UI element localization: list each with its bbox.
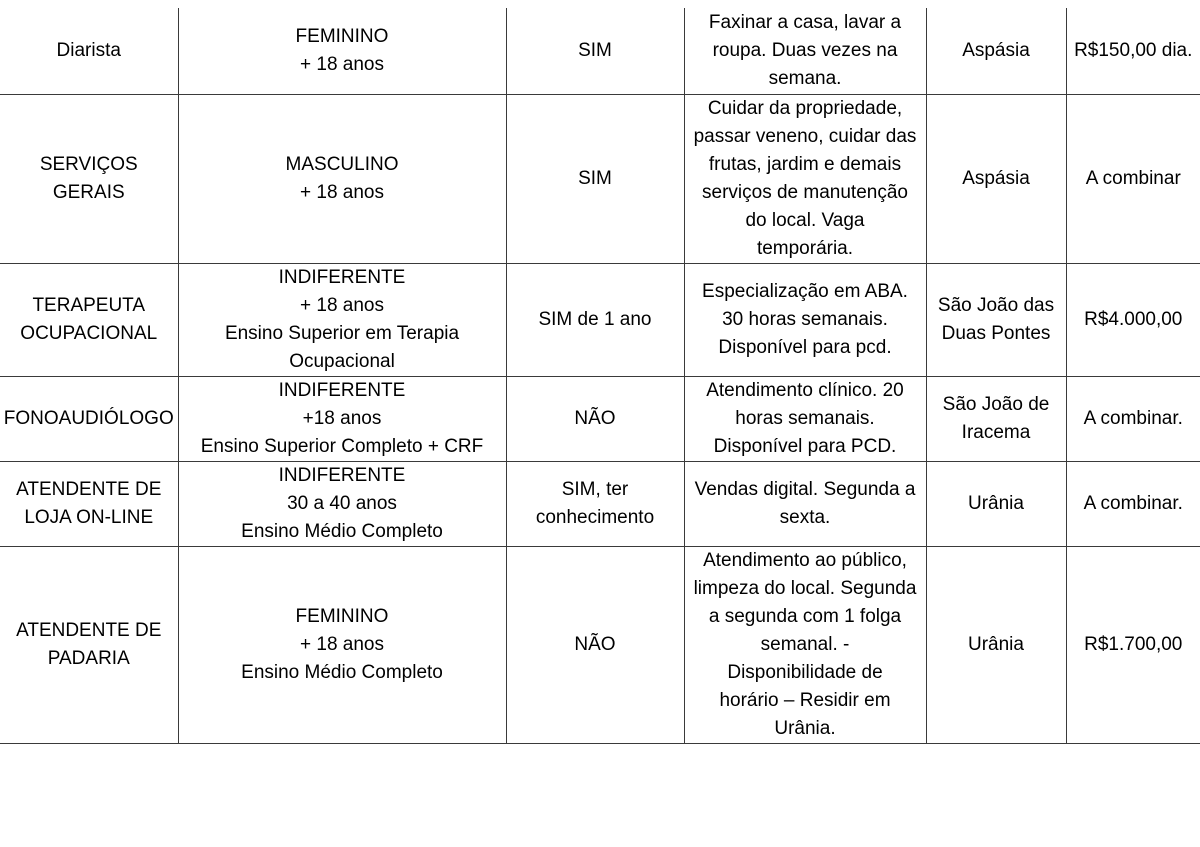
salary-cell: A combinar. xyxy=(1066,376,1200,461)
description-cell: Atendimento ao público, limpeza do local. Segunda a segunda com 1 folga semanal. - Disponibilidade de horário – Residir em Urânia. xyxy=(684,546,926,743)
experience-cell: SIM xyxy=(506,8,684,94)
requirements-cell: FEMININO + 18 anos xyxy=(178,8,506,94)
requirements-cell: MASCULINO + 18 anos xyxy=(178,94,506,263)
salary-cell: R$150,00 dia. xyxy=(1066,8,1200,94)
job-title-cell: TERAPEUTA OCUPACIONAL xyxy=(0,263,178,376)
table-row xyxy=(0,461,1200,546)
job-listings-table xyxy=(0,8,1200,744)
job-title-cell: SERVIÇOS GERAIS xyxy=(0,94,178,263)
table-row xyxy=(0,8,1200,94)
city-cell: Aspásia xyxy=(926,94,1066,263)
city-cell: Urânia xyxy=(926,461,1066,546)
city-cell: Urânia xyxy=(926,546,1066,743)
city-cell: São João das Duas Pontes xyxy=(926,263,1066,376)
job-title-cell: Diarista xyxy=(0,8,178,94)
salary-cell: A combinar. xyxy=(1066,461,1200,546)
requirements-cell: INDIFERENTE +18 anos Ensino Superior Completo + CRF xyxy=(178,376,506,461)
description-cell: Faxinar a casa, lavar a roupa. Duas vezes na semana. xyxy=(684,8,926,94)
city-cell: São João de Iracema xyxy=(926,376,1066,461)
salary-cell: R$4.000,00 xyxy=(1066,263,1200,376)
requirements-cell: INDIFERENTE + 18 anos Ensino Superior em Terapia Ocupacional xyxy=(178,263,506,376)
table-row xyxy=(0,94,1200,263)
experience-cell: NÃO xyxy=(506,546,684,743)
experience-cell: SIM de 1 ano xyxy=(506,263,684,376)
experience-cell: SIM xyxy=(506,94,684,263)
city-cell: Aspásia xyxy=(926,8,1066,94)
requirements-cell: FEMININO + 18 anos Ensino Médio Completo xyxy=(178,546,506,743)
requirements-cell: INDIFERENTE 30 a 40 anos Ensino Médio Completo xyxy=(178,461,506,546)
table-row xyxy=(0,263,1200,376)
table-row xyxy=(0,376,1200,461)
table-row xyxy=(0,546,1200,743)
description-cell: Especialização em ABA. 30 horas semanais. Disponível para pcd. xyxy=(684,263,926,376)
experience-cell: NÃO xyxy=(506,376,684,461)
experience-cell: SIM, ter conhecimento xyxy=(506,461,684,546)
job-title-cell: FONOAUDIÓLOGO xyxy=(0,376,178,461)
description-cell: Atendimento clínico. 20 horas semanais. Disponível para PCD. xyxy=(684,376,926,461)
job-title-cell: ATENDENTE DE PADARIA xyxy=(0,546,178,743)
job-title-cell: ATENDENTE DE LOJA ON-LINE xyxy=(0,461,178,546)
description-cell: Vendas digital. Segunda a sexta. xyxy=(684,461,926,546)
salary-cell: R$1.700,00 xyxy=(1066,546,1200,743)
salary-cell: A combinar xyxy=(1066,94,1200,263)
description-cell: Cuidar da propriedade, passar veneno, cuidar das frutas, jardim e demais serviços de manutenção do local. Vaga temporária. xyxy=(684,94,926,263)
